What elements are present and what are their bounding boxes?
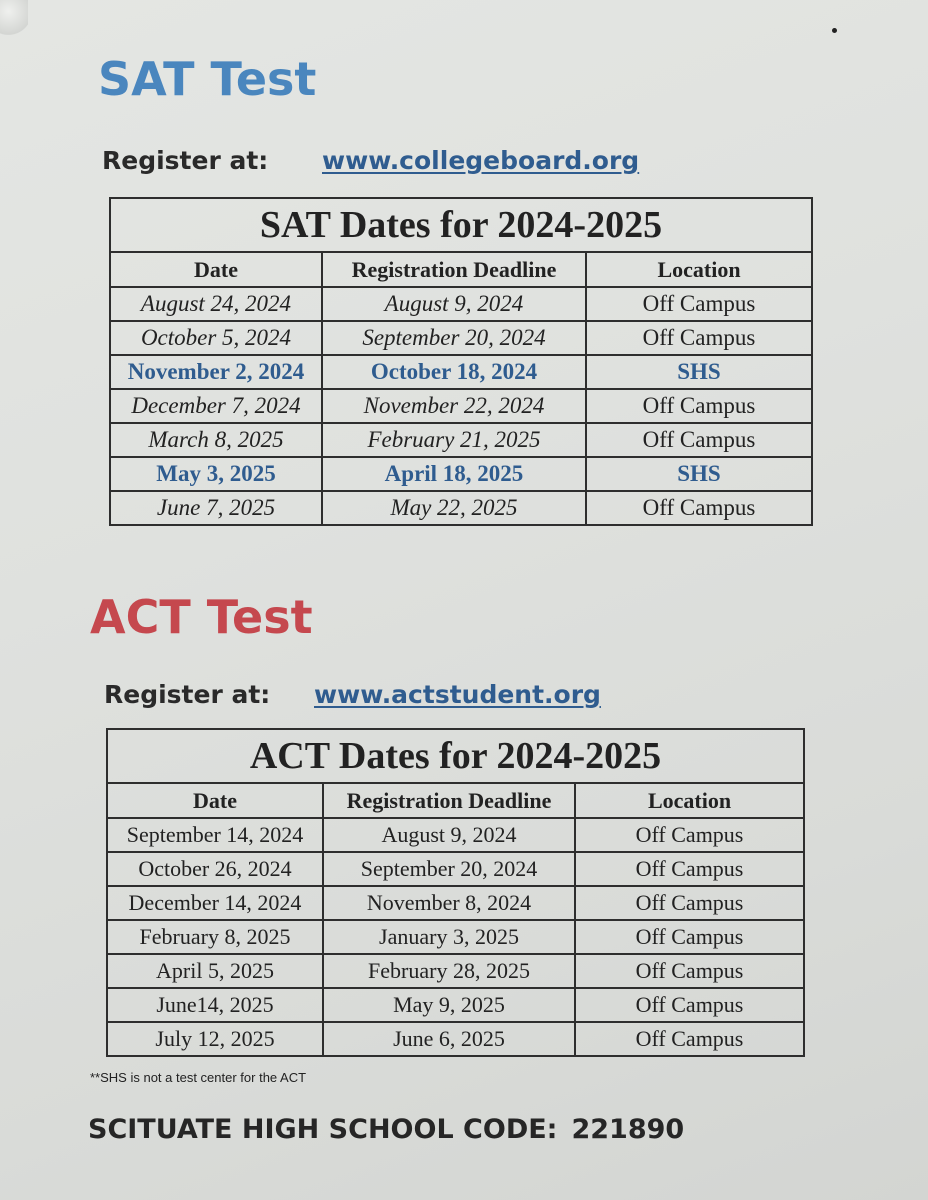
act-table-body [107,818,804,1056]
sat-cell-location: Off Campus [586,423,812,457]
act-cell-deadline: September 20, 2024 [323,852,575,886]
act-cell-date: October 26, 2024 [107,852,323,886]
sat-cell-location: Off Campus [586,321,812,355]
act-table-row [107,920,804,954]
act-dates-table [106,728,805,1057]
act-header-deadline: Registration Deadline [323,783,575,818]
act-cell-location: Off Campus [575,988,804,1022]
sat-table-row [110,457,812,491]
sat-table-row [110,287,812,321]
act-table-title: ACT Dates for 2024-2025 [107,729,804,783]
sat-cell-deadline: April 18, 2025 [322,457,586,491]
act-footnote: **SHS is not a test center for the ACT [90,1070,307,1085]
act-cell-deadline: January 3, 2025 [323,920,575,954]
sat-cell-location: SHS [586,355,812,389]
sat-cell-date: June 7, 2025 [110,491,322,525]
act-cell-deadline: May 9, 2025 [323,988,575,1022]
act-table-row [107,988,804,1022]
act-register-label: Register at: [104,680,271,709]
sat-heading: SAT Test [98,52,317,106]
sat-table-row [110,355,812,389]
act-cell-deadline: June 6, 2025 [323,1022,575,1056]
act-cell-date: February 8, 2025 [107,920,323,954]
act-cell-location: Off Campus [575,818,804,852]
tape-mark [0,0,28,38]
act-header-date: Date [107,783,323,818]
sat-cell-date: May 3, 2025 [110,457,322,491]
sat-table-row [110,423,812,457]
act-cell-location: Off Campus [575,1022,804,1056]
sat-table-row [110,389,812,423]
act-cell-deadline: November 8, 2024 [323,886,575,920]
act-cell-location: Off Campus [575,954,804,988]
sat-cell-location: Off Campus [586,389,812,423]
sat-cell-deadline: October 18, 2024 [322,355,586,389]
sat-table-body [110,287,812,525]
act-table-row [107,954,804,988]
sat-cell-location: Off Campus [586,287,812,321]
sat-cell-date: October 5, 2024 [110,321,322,355]
sat-header-location: Location [586,252,812,287]
act-cell-location: Off Campus [575,886,804,920]
sat-cell-deadline: November 22, 2024 [322,389,586,423]
sat-header-date: Date [110,252,322,287]
sat-cell-location: Off Campus [586,491,812,525]
act-cell-date: December 14, 2024 [107,886,323,920]
act-cell-date: July 12, 2025 [107,1022,323,1056]
act-register-link[interactable]: www.actstudent.org [314,680,601,709]
act-header-location: Location [575,783,804,818]
sat-cell-date: March 8, 2025 [110,423,322,457]
sat-cell-deadline: September 20, 2024 [322,321,586,355]
sat-header-deadline: Registration Deadline [322,252,586,287]
act-table-row [107,1022,804,1056]
act-cell-location: Off Campus [575,852,804,886]
sat-table-row [110,491,812,525]
act-cell-deadline: August 9, 2024 [323,818,575,852]
sat-cell-date: November 2, 2024 [110,355,322,389]
school-code-label: SCITUATE HIGH SCHOOL CODE: [88,1114,558,1145]
sat-cell-deadline: February 21, 2025 [322,423,586,457]
act-cell-deadline: February 28, 2025 [323,954,575,988]
act-heading: ACT Test [90,590,313,644]
sat-cell-deadline: May 22, 2025 [322,491,586,525]
sat-cell-date: December 7, 2024 [110,389,322,423]
act-table-row [107,886,804,920]
sat-table-title: SAT Dates for 2024-2025 [110,198,812,252]
school-code-line [88,1114,684,1145]
act-cell-location: Off Campus [575,920,804,954]
sat-cell-date: August 24, 2024 [110,287,322,321]
sat-register-label: Register at: [102,146,269,175]
act-table-row [107,818,804,852]
act-table-row [107,852,804,886]
sat-dates-table [109,197,813,526]
pin-dot [832,28,837,33]
act-cell-date: September 14, 2024 [107,818,323,852]
act-cell-date: June14, 2025 [107,988,323,1022]
sat-register-link[interactable]: www.collegeboard.org [322,146,640,175]
school-code-value: 221890 [571,1114,685,1145]
sat-cell-location: SHS [586,457,812,491]
sat-table-row [110,321,812,355]
act-cell-date: April 5, 2025 [107,954,323,988]
sat-cell-deadline: August 9, 2024 [322,287,586,321]
